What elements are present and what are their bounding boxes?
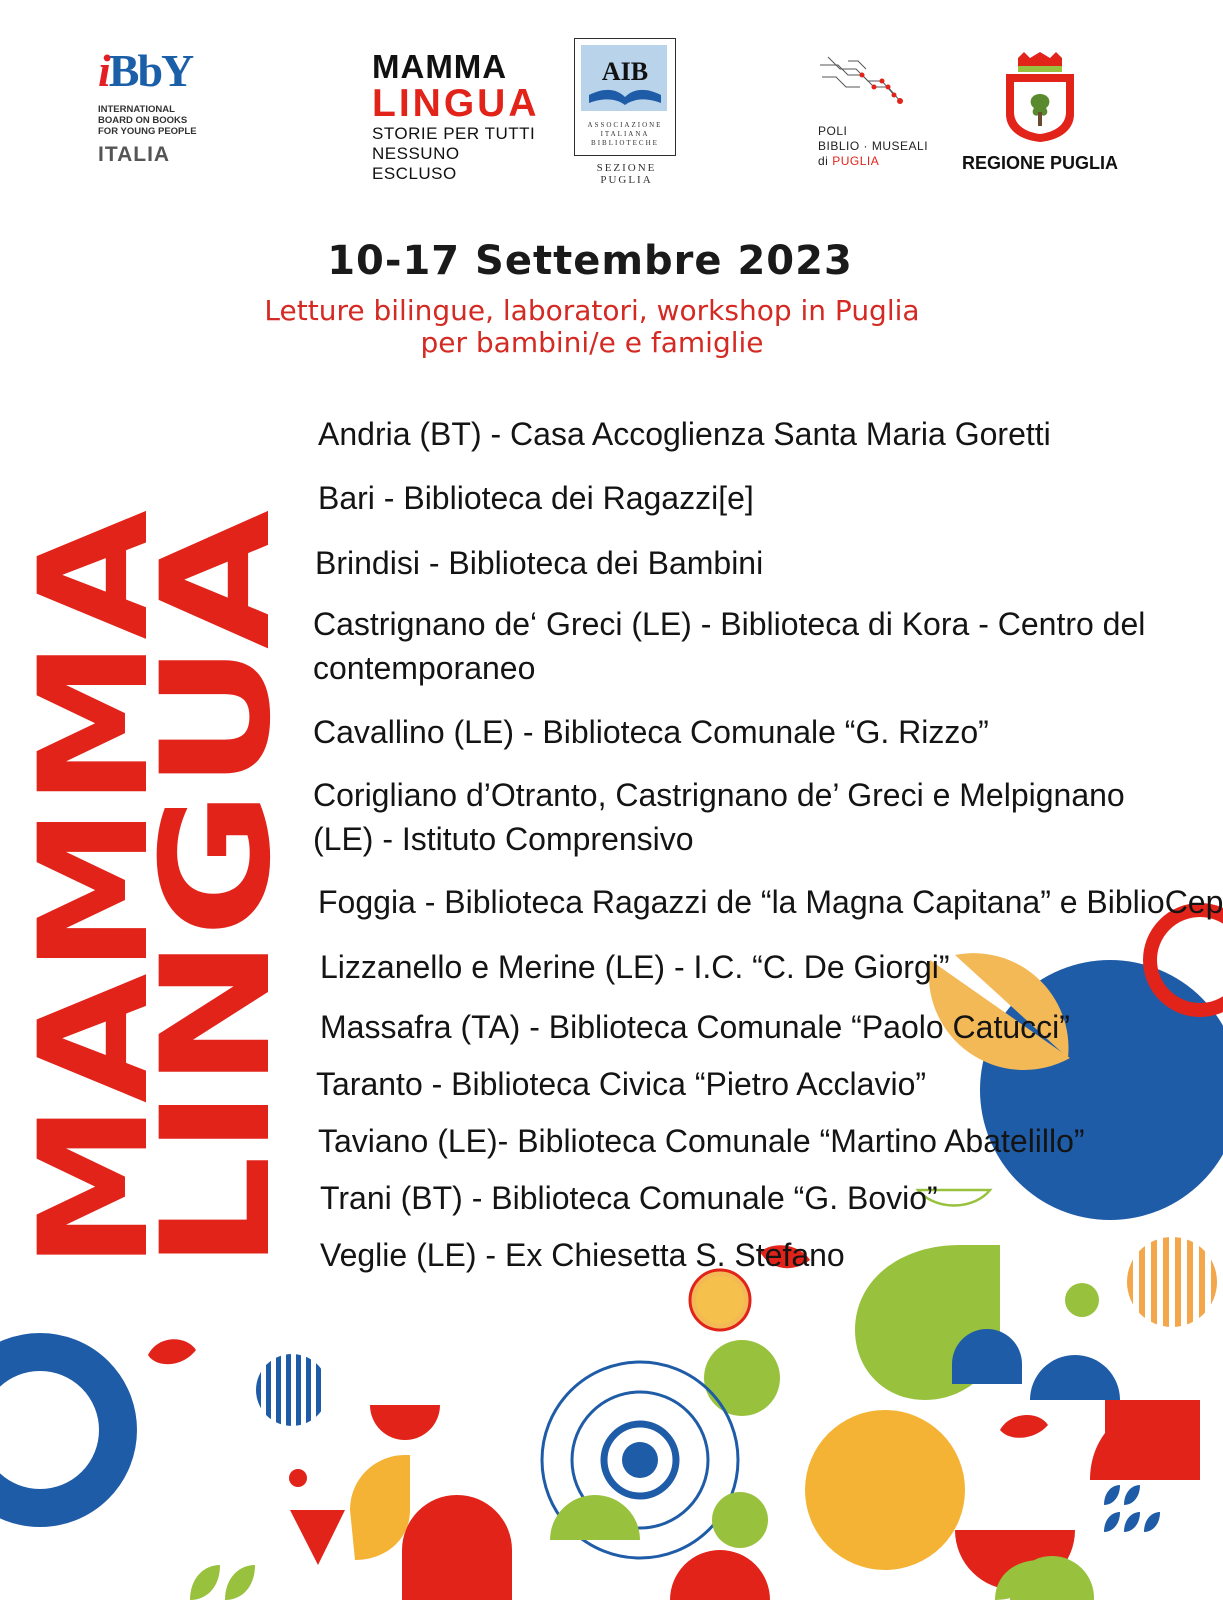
ibby-country: ITALIA [98, 143, 171, 166]
venue-item: Brindisi - Biblioteca dei Bambini [315, 545, 764, 581]
vertical-title [8, 470, 304, 1270]
venue-item: Foggia - Biblioteca Ragazzi de “la Magna Capitana” e BiblioCep [318, 884, 1223, 920]
vertical-title-word2: LINGUA [130, 636, 304, 1270]
regione-puglia-logo: REGIONE PUGLIA [955, 52, 1125, 182]
vertical-title-word1: MAMMA [8, 590, 182, 1270]
venue-item: Taranto - Biblioteca Civica “Pietro Acclavio” [316, 1066, 927, 1102]
venue-item: Veglie (LE) - Ex Chiesetta S. Stefano [320, 1237, 845, 1273]
ibby-logo [98, 45, 228, 178]
event-subtitle: Letture bilingue, laboratori, workshop in Puglia per bambini/e e famiglie [264, 294, 920, 359]
poli-biblio-museali-logo: POLI BIBLIO · MUSEALI di PUGLIA [818, 55, 938, 175]
venue-item: Castrignano de‘ Greci (LE) - Biblioteca di Kora - Centro del contemporaneo [313, 606, 1146, 686]
deco-striped-orange-circle [1127, 1237, 1217, 1327]
aib-emblem: AIB ASSOCIAZIONE ITALIANA BIBLIOTECHE [574, 38, 676, 156]
venue-item: Cavallino (LE) - Biblioteca Comunale “G. Rizzo” [313, 714, 989, 750]
venue-item: Taviano (LE)- Biblioteca Comunale “Martino Abatelillo” [318, 1123, 1085, 1159]
mammalingua-logo: MAMMA LINGUA STORIE PER TUTTI NESSUNO ESCLUSO [372, 48, 540, 183]
deco-blue-ring-left [0, 1352, 118, 1508]
venue-item: Lizzanello e Merine (LE) - I.C. “C. De Giorgi” [320, 949, 950, 985]
aib-logo: AIB ASSOCIAZIONE ITALIANA BIBLIOTECHE SEZIONE PUGLIA [574, 38, 679, 178]
venue-item: Trani (BT) - Biblioteca Comunale “G. Bovio” [320, 1180, 938, 1216]
deco-striped-blue-circle [256, 1354, 321, 1426]
network-icon [818, 55, 908, 113]
venue-item: Massafra (TA) - Biblioteca Comunale “Paolo Catucci” [320, 1009, 1070, 1045]
ibby-subtitle: INTERNATIONAL BOARD ON BOOKS FOR YOUNG PEOPLE [98, 104, 197, 137]
deco-green-outline-half [918, 1190, 990, 1206]
venue-item: Corigliano d’Otranto, Castrignano de’ Greci e Melpignano (LE) - Istituto Comprensivo [313, 777, 1125, 857]
venue-item: Andria (BT) - Casa Accoglienza Santa Maria Goretti [318, 416, 1051, 452]
event-dates: 10-17 Settembre 2023 [327, 238, 853, 284]
ibby-mark: iBbY [98, 45, 193, 96]
venue-item: Bari - Biblioteca dei Ragazzi[e] [318, 480, 754, 516]
coat-of-arms-icon [1000, 52, 1080, 142]
